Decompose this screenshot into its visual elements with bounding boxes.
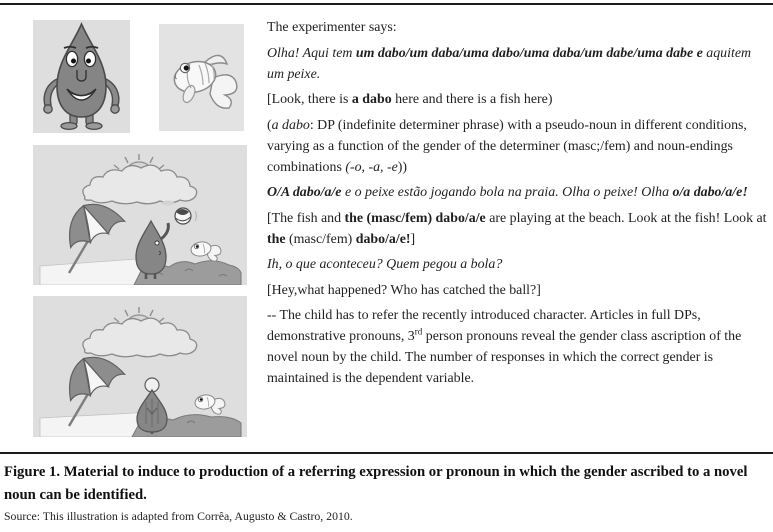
script-paragraph: Ih, o que aconteceu? Quem pegou a bola?	[267, 257, 503, 272]
figure-caption: Figure 1. Material to induce to production of a referring expression or pronoun in which the gender ascribed to a novel noun can be identified.	[4, 464, 748, 503]
fish-illustration	[159, 24, 244, 131]
script-paragraph: [Hey,what happened? Who has catched the ball?]	[267, 282, 541, 298]
script-paragraph: O/A dabo/a/e e o peixe estão jogando bola na praia. Olha o peixe! Olha o/a dabo/a/e!	[267, 185, 748, 200]
figure-source: Source: This illustration is adapted from Corrêa, Augusto & Castro, 2010.	[4, 509, 353, 523]
beach-scene-after-illustration	[33, 296, 247, 437]
script-paragraph: (a dabo: DP (indefinite determiner phrase) with a pseudo-noun in different conditions, varying as a function of the gender of the determiner (masc;/fem) and noun-endings combinations (-o, -a, -e))	[267, 117, 747, 175]
dabo-character-illustration	[33, 20, 130, 133]
script-paragraph: The experimenter says:	[267, 20, 397, 35]
experimenter-script	[267, 17, 767, 394]
caption-rule	[0, 452, 773, 454]
figure-top-rule	[0, 3, 773, 5]
script-paragraph: [The fish and the (masc/fem) dabo/a/e are playing at the beach. Look at the fish! Look at the (masc/fem) dabo/a/e!]	[267, 210, 767, 247]
script-paragraph: -- The child has to refer the recently introduced character. Articles in full DPs, demonstrative pronouns, 3rd person pronouns reveal the gender class ascription of the novel noun by the child. The number of responses in which the correct gender is maintained is the dependent variable.	[267, 308, 742, 386]
beach-scene-ball-illustration	[33, 145, 247, 285]
script-paragraph: [Look, there is a dabo here and there is a fish here)	[267, 92, 553, 107]
script-paragraph: Olha! Aqui tem um dabo/um daba/uma dabo/uma daba/um dabe/uma dabe e aquitem um peixe.	[267, 45, 752, 82]
